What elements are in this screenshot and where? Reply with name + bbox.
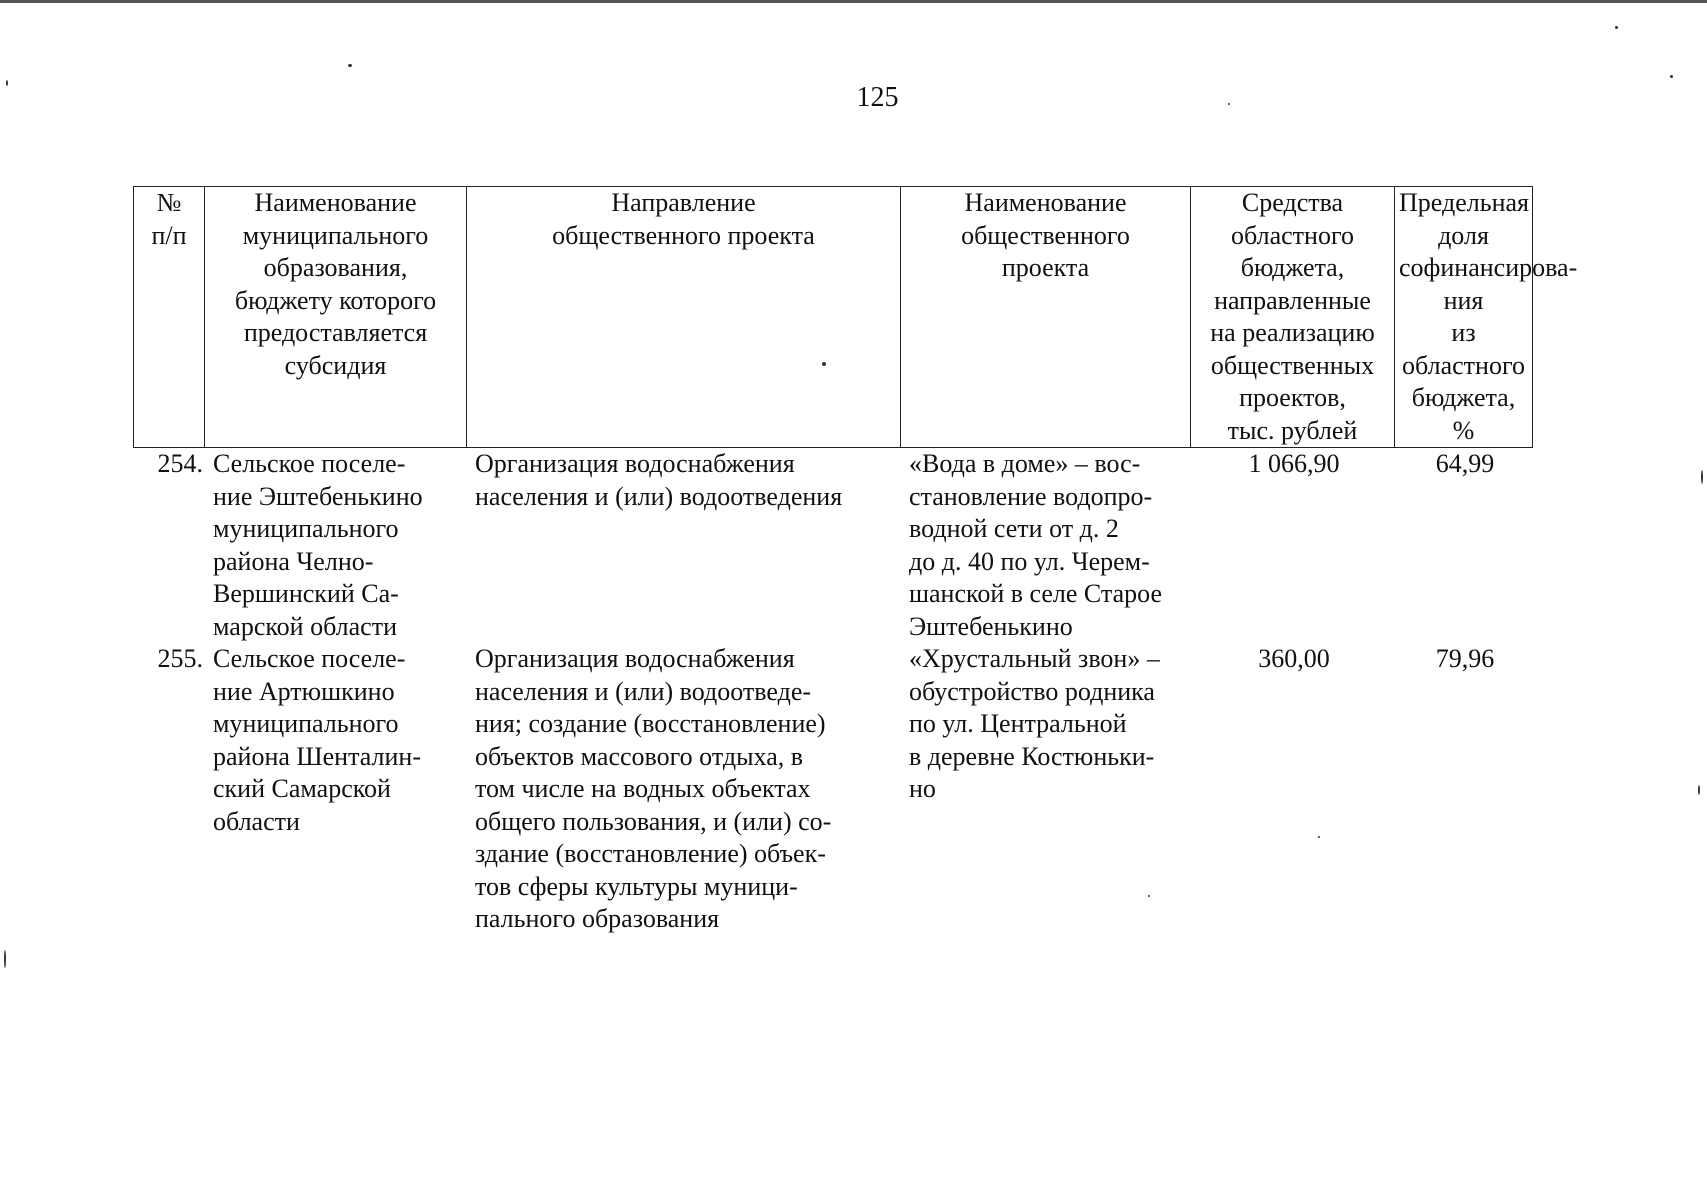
row-255-project: «Хрустальный звон» – обустройство родника по ул. Центральной в деревне Костюньки- но: [909, 644, 1160, 803]
scan-speck: [4, 950, 6, 968]
scan-speck: [822, 362, 826, 366]
row-255-direction: Организация водоснабжения населения и (или) водоотведе- ния; создание (восстановление) объектов массового отдыха, в том числе на водных объектах общего пользования, и (или) со- здание (восстановление) объек- тов сферы культуры муници- пального образования: [475, 644, 832, 933]
scan-speck: [1148, 895, 1150, 897]
header-funds: Средства областного бюджета, направленные на реализацию общественных проектов, тыс. рублей: [1191, 186, 1395, 448]
header-project: Наименование общественного проекта: [901, 186, 1191, 448]
header-number: № п/п: [133, 186, 205, 448]
scan-speck: [1615, 26, 1618, 29]
scan-speck: [1228, 103, 1230, 105]
row-255-share: 79,96: [1435, 644, 1495, 673]
page-number: 125: [856, 82, 899, 113]
scan-speck: [6, 80, 8, 86]
row-254-project: «Вода в доме» – вос- становление водопро- водной сети от д. 2 до д. 40 по ул. Черем- шанской в селе Старое Эштебенькино: [909, 449, 1163, 641]
row-255-number: 255.: [157, 644, 203, 673]
row-254-funds: 1 066,90: [1248, 449, 1340, 478]
row-255-funds: 360,00: [1258, 644, 1330, 673]
scan-speck: [1670, 75, 1673, 78]
header-municipality: Наименование муниципального образования, бюджету которого предоставляется субсидия: [205, 186, 467, 448]
scan-speck: [1701, 470, 1703, 484]
scan-speck: [348, 64, 352, 67]
scan-speck: [1318, 836, 1320, 838]
row-254-number: 254.: [157, 449, 203, 478]
row-255-municipality: Сельское поселе- ние Артюшкино муниципального района Шенталин- ский Самарской области: [213, 644, 421, 836]
row-254-direction: Организация водоснабжения населения и (или) водоотведения: [475, 449, 843, 511]
header-share: Предельная доля софинансирова- ния из областного бюджета, %: [1395, 186, 1533, 448]
scan-speck: [1698, 785, 1700, 795]
header-direction: Направление общественного проекта: [467, 186, 901, 448]
row-254-municipality: Сельское поселе- ние Эштебенькино муниципального района Челно- Вершинский Са- марской области: [213, 449, 423, 641]
page-top-rule: [0, 0, 1707, 3]
subsidy-table: [133, 186, 1578, 936]
row-254-share: 64,99: [1435, 449, 1495, 478]
